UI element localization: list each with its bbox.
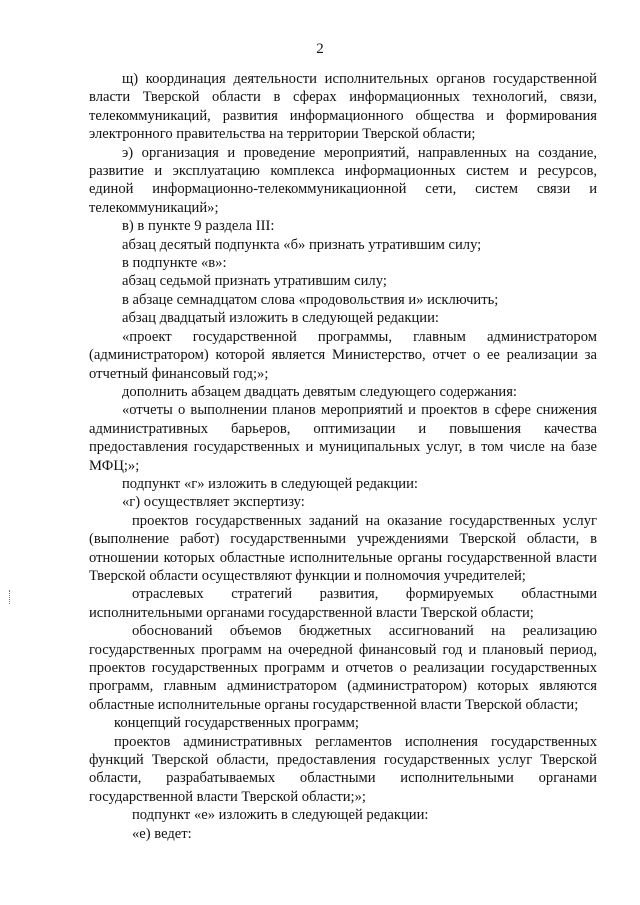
paragraph-otchety: «отчеты о выполнении планов мероприятий и проектов в сфере снижения административных барьеров, оптимизации и повышения качества предоставления государственных и муниципальных услуг, в том числе на базе МФЦ;»; [89, 402, 597, 474]
paragraph-podpunkt-e: подпункт «е» изложить в следующей редакции: [132, 807, 429, 824]
paragraph-koncepcii: концепций государственных программ; [114, 715, 359, 732]
document-body [89, 70, 597, 843]
paragraph-e: э) организация и проведение мероприятий, направленных на создание, развитие и эксплуатацию комплекса информационных систем и ресурсов, единой информационно-телекоммуникационной сети, систем связи и телекоммуникаций»; [89, 144, 597, 216]
paragraph-dopolnit: дополнить абзацем двадцать девятым следующего содержания: [122, 383, 517, 400]
paragraph-abzac-dvadcatyi: абзац двадцатый изложить в следующей редакции: [122, 310, 439, 327]
paragraph-proekt-programmy: «проект государственной программы, главным администратором (администратором) которой является Министерство, отчет о ее реализации за отчетный финансовый год;»; [89, 328, 597, 382]
paragraph-v-item-9: в) в пункте 9 раздела III: [122, 218, 275, 235]
margin-mark [9, 590, 12, 604]
paragraph-proektov-zadanii: проектов государственных заданий на оказание государственных услуг (выполнение работ) государственными учреждениями Тверской области, в отношении которых областные исполнительные органы государственной власти Тверской области осуществляют функции и полномочия учредителей; [89, 512, 597, 584]
paragraph-reglamentov: проектов административных регламентов исполнения государственных функций Тверской области, предоставления государственных услуг Тверской области, разрабатываемых областными исполнительными органами государственной власти Тверской области;»; [89, 733, 597, 805]
paragraph-shch: щ) координация деятельности исполнительных органов государственной власти Тверской области в сферах информационных технологий, связи, телекоммуникаций, развития информационного общества и формирования электронного правительства на территории Тверской области; [89, 71, 597, 143]
paragraph-v-podpunkte: в подпункте «в»: [122, 255, 227, 272]
paragraph-otraslevyh-strategii: отраслевых стратегий развития, формируемых областными исполнительными органами государственной власти Тверской области; [89, 586, 597, 621]
paragraph-abzac-desyatyi: абзац десятый подпункта «б» признать утратившим силу; [122, 236, 482, 253]
paragraph-podpunkt-g: подпункт «г» изложить в следующей редакции: [122, 475, 418, 492]
paragraph-abzac-sedmoi: абзац седьмой признать утратившим силу; [122, 273, 387, 290]
paragraph-abzac-semnadcatyi: в абзаце семнадцатом слова «продовольствия и» исключить; [122, 291, 499, 308]
page-number: 2 [316, 41, 324, 57]
paragraph-e-vedet: «е) ведет: [132, 825, 192, 842]
paragraph-obosnovanii: обоснований объемов бюджетных ассигнований на реализацию государственных программ на очередной финансовый год и плановый период, проектов государственных программ и отчетов о реализации государственных программ, главным администратором (администратором) которых являются областные исполнительные органы государственной власти Тверской области; [89, 623, 597, 713]
paragraph-g-ekspertiza: «г) осуществляет экспертизу: [122, 494, 305, 511]
